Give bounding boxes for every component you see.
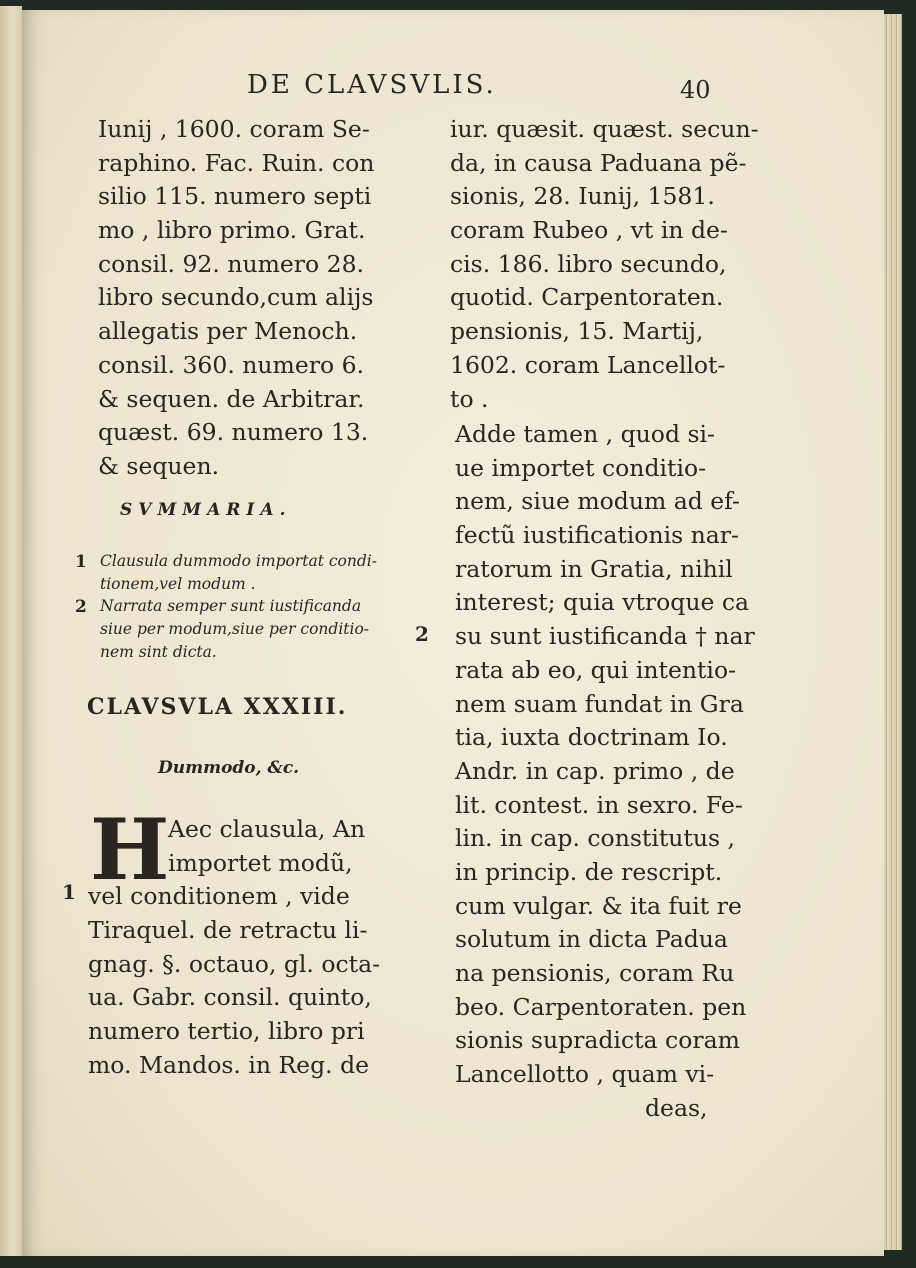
text-line: solutum in dicta Padua [455, 925, 728, 954]
text-line: quæst. 69. numero 13. [98, 418, 369, 447]
text-line: lin. in cap. constitutus , [455, 824, 736, 853]
text-line: in princip. de rescript. [455, 857, 723, 886]
text-line: beo. Carpentoraten. pen [455, 992, 747, 1021]
text-line: lit. contest. in sexro. Fe- [455, 790, 743, 819]
summaria-title: SVMMARIA. [120, 500, 292, 520]
text-line: raphino. Fac. Ruin. con [98, 148, 375, 177]
text-line: importet modũ, [168, 848, 353, 877]
text-line: nem, siue modum ad ef- [455, 487, 740, 516]
text-line: pensionis, 15. Martij, [450, 317, 704, 346]
text-line: & sequen. de Arbitrar. [98, 384, 365, 413]
margin-note-number: 2 [415, 622, 429, 646]
summary-line: Narrata semper sunt iustificanda [100, 597, 362, 615]
text-line: Adde tamen , quod si- [455, 420, 715, 448]
text-line: da, in causa Paduana pẽ- [450, 148, 747, 177]
text-line: consil. 92. numero 28. [98, 249, 365, 278]
summary-line: siue per modum,siue per conditio- [100, 620, 370, 638]
text-line: quotid. Carpentoraten. [450, 283, 724, 312]
text-line: iur. quæsit. quæst. secun- [450, 115, 759, 143]
text-line: consil. 360. numero 6. [98, 350, 365, 379]
text-line: mo. Mandos. in Reg. de [88, 1050, 370, 1079]
catchword: deas, [645, 1093, 708, 1122]
adjacent-page-edge [0, 6, 22, 1256]
page-stack-edge [884, 14, 902, 1250]
summary-item-2 [100, 595, 369, 664]
text-line: ratorum in Gratia, nihil [455, 554, 733, 583]
text-line: 1602. coram Lancellot- [450, 350, 726, 379]
left-column-top [98, 113, 408, 484]
text-line: cis. 186. libro secundo, [450, 249, 727, 278]
text-line: mo , libro primo. Grat. [98, 216, 366, 245]
text-line: coram Rubeo , vt in de- [450, 216, 728, 245]
text-line: interest; quia vtroque ca [455, 588, 750, 617]
text-line: & sequen. [98, 451, 220, 480]
text-line: silio 115. numero septi [98, 182, 372, 211]
text-line: Aec clausula, An [168, 815, 366, 843]
text-line: to . [450, 384, 489, 413]
running-head: DE CLAVSVLIS. [247, 70, 497, 100]
left-column-body [88, 813, 408, 1083]
drop-cap: H [90, 800, 170, 899]
text-line: na pensionis, coram Ru [455, 959, 735, 987]
summary-line: Clausula dummodo importat condi- [100, 552, 377, 570]
text-line: ue importet conditio- [455, 453, 707, 482]
text-line: ua. Gabr. consil. quinto, [88, 983, 372, 1012]
text-line: su sunt iustificanda † nar [455, 622, 755, 651]
text-line: rata ab eo, qui intentio- [455, 655, 737, 684]
text-line: tia, iuxta doctrinam Io. [455, 723, 728, 752]
right-column-top [450, 113, 770, 416]
summary-line: nem sint dicta. [100, 643, 217, 661]
text-line: cum vulgar. & ita fuit re [455, 891, 742, 920]
summary-line: tionem,vel modum . [100, 575, 256, 593]
text-line: libro secundo,cum alijs [98, 283, 374, 312]
text-line: vel conditionem , vide [88, 882, 350, 911]
text-line: Andr. in cap. primo , de [455, 756, 735, 785]
text-line: fectũ iustificationis nar- [455, 521, 739, 550]
text-line: allegatis per Menoch. [98, 317, 358, 346]
text-line: nem suam fundat in Gra [455, 689, 744, 718]
summary-number: 2 [75, 597, 87, 617]
section-subheading: Dummodo, &c. [158, 758, 300, 778]
right-column-body [455, 418, 775, 1125]
page-number: 40 [680, 76, 711, 104]
text-line: numero tertio, libro pri [88, 1017, 365, 1046]
section-heading: CLAVSVLA XXXIII. [87, 694, 348, 720]
text-line: Lancellotto , quam vi- [455, 1060, 715, 1089]
text-line: gnag. §. octauo, gl. octa- [88, 949, 381, 978]
summary-number: 1 [75, 552, 87, 572]
margin-note-number: 1 [62, 880, 76, 904]
text-line: Iunij , 1600. coram Se- [98, 115, 370, 143]
text-line: sionis supradicta coram [455, 1026, 740, 1055]
text-line: Tiraquel. de retractu li- [88, 916, 368, 945]
text-line: sionis, 28. Iunij, 1581. [450, 182, 715, 211]
summary-item-1 [100, 550, 377, 596]
